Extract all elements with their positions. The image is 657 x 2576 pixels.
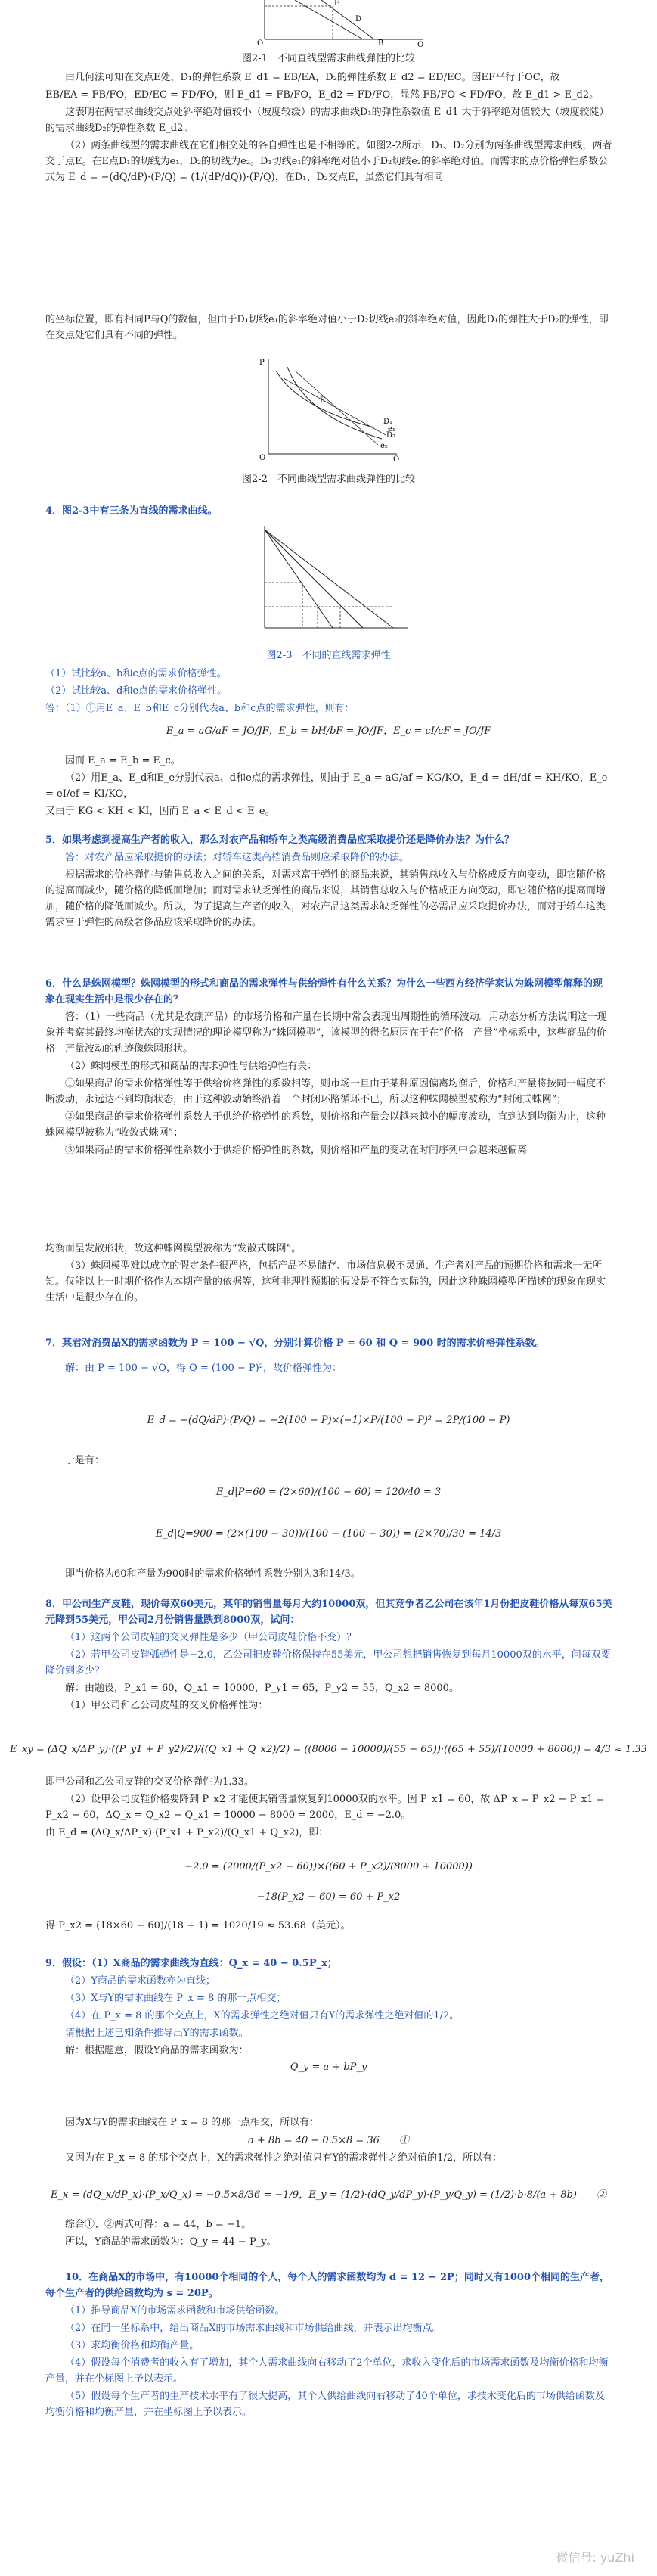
equation-7-3: E_d|Q=900 = (2×(100 − 30))/(100 − (100 − 30)) = (2×70)/30 = 14/3	[155, 1528, 502, 1540]
paragraph: 由几何法可知在交点E处，D₁的弹性系数 E_d1 = EB/EA，D₂的弹性系数 E_d2 = ED/EC。因EF平行于OC，故	[65, 72, 560, 83]
question-5-title: 5．如果考虑到提高生产者的收入，那么对农产品和轿车之类高级消费品应采取提价还是降价办法？为什么？	[45, 834, 515, 846]
fig2-label-e2: e₂	[380, 442, 388, 450]
equation-7-2: E_d|P=60 = (2×60)/(100 − 60) = 120/40 = 3	[215, 1487, 442, 1498]
paragraph: 又由于 KG < KH < KI，因而 E_a < E_d < E_e。	[45, 806, 275, 817]
fig1-label-b: B	[378, 39, 384, 47]
fig1-label-d: D	[355, 15, 362, 23]
question-7	[45, 1335, 612, 1378]
paragraph: 即当价格为60和产量为900时的需求价格弹性系数分别为3和14/3。	[65, 1568, 361, 1580]
paragraph: （2）用E_a、E_d和E_e分别代表a、d和e点的需求弹性，则由于 E_a = aG/af = KG/KO，E_d = dH/df = KH/KO，E_e = eI/ef = KI/KO，	[45, 772, 608, 800]
solution-9-p1	[45, 2115, 612, 2132]
paragraph: EB/EA = FB/FO，ED/EC = FD/FO，则 E_d1 = FB/FO，E_d2 = FD/FO，显然 FB/FO < FD/FO，故 E_d1 > E_d2。	[45, 89, 600, 101]
fig2-label-p: P	[259, 359, 265, 367]
fig1-label-q: Q	[417, 41, 424, 47]
question-8	[45, 1596, 612, 1715]
figure-2-3	[249, 522, 416, 635]
paragraph: 得 P_x2 = (18×60 − 60)/(18 + 1) = 1020/19 ≈ 53.68（美元）。	[45, 1920, 351, 1931]
solution-8-result	[45, 1918, 612, 1935]
paragraph: 即甲公司和乙公司皮鞋的交叉价格弹性为1.33。	[45, 1776, 254, 1788]
equation-9-2: a + 8b = 40 − 0.5×8 = 36 ①	[248, 2135, 409, 2146]
section-elasticity-cont	[45, 312, 612, 345]
question-7-title: 7．某君对消费品X的需求函数为 P = 100 − √Q，分别计算价格 P = 60 和 Q = 900 时的需求价格弹性系数。	[45, 1338, 545, 1349]
question-4-part1: （1）试比较a、b和c点的需求价格弹性。	[45, 668, 227, 679]
question-9-cond2: （2）Y商品的需求函数亦为直线；	[65, 1975, 215, 1987]
solution-7-then	[45, 1453, 612, 1470]
question-8-title: 8．甲公司生产皮鞋，现价每双60美元，某年的销售量每月大约10000双，但其竞争者乙公司在该年1月份把皮鞋价格从每双65美元降到55美元，甲公司2月份销售量跌到8000双，试问：	[45, 1599, 612, 1626]
equation-4-1: E_a = aG/aF = JO/JF，E_b = bH/bF = JO/JF，E_c = cI/cF = JO/JF	[166, 726, 491, 737]
question-10-part4: （4）假设每个消费者的收入有了增加，其个人需求曲线向右移动了2个单位，求收入变化后的市场需求函数及均衡价格和均衡产量，并在坐标图上予以表示。	[45, 2357, 609, 2385]
question-10-part3: （3）求均衡价格和均衡产量。	[65, 2340, 200, 2351]
fig2-label-d2: D₂	[386, 431, 396, 440]
paragraph: 所以，Y商品的需求函数为：Q_y = 44 − P_y。	[65, 2236, 277, 2248]
figure-2-3-caption: 图2-3 不同的直线需求弹性	[266, 650, 391, 661]
solution-9-intro: 解：根据题意，假设Y商品的需求函数为：	[65, 2045, 249, 2056]
paragraph: （3）蛛网模型难以成立的假定条件很严格，包括产品不易储存、市场信息极不灵通、生产者对产品的预期价格和需求一无所知。仅能以上一时期价格作为本期产量的依据等，这种非理性预期的假设是不符合实际的，因此这种蛛网模型所描述的现象在现实生活中是很少存在的。	[45, 1260, 606, 1304]
question-10-part2: （2）在同一坐标系中，给出商品X的市场需求曲线和市场供给曲线，并表示出均衡点。	[65, 2323, 442, 2334]
fig2-label-d1: D₁	[383, 418, 393, 426]
question-6	[45, 976, 612, 1160]
fig1-label-o: O	[257, 39, 264, 47]
fig2-label-e1: e₁	[388, 425, 395, 433]
question-6-title: 6．什么是蛛网模型？蛛网模型的形式和商品的需求弹性与供给弹性有什么关系？为什么一些西方经济学家认为蛛网模型解释的现象在现实生活中是很少存在的？	[45, 978, 603, 1005]
paragraph: 这表明在两需求曲线交点处斜率绝对值较小（坡度较缓）的需求曲线D₁的弹性系数值 E_d1 大于斜率绝对值较大（坡度较陡）的需求曲线D₂的弹性系数 E_d2。	[45, 107, 609, 134]
question-4-part2: （2）试比较a、d和e点的需求价格弹性。	[45, 685, 228, 697]
solution-7-concl	[45, 1566, 612, 1583]
question-4-title: 4．图2-3中有三条为直线的需求曲线。	[45, 505, 218, 517]
question-6-cont	[45, 1241, 612, 1307]
answer-4-body	[45, 753, 612, 821]
paragraph: 答：（1）一些商品（尤其是农副产品）的市场价格和产量在长期中常会表现出周期性的循环波动。用动态分析方法说明这一现象并考察其最终均衡状态的实现情况的理论模型称为“蛛网模型”，该模型的得名原因在于在“价格—产量”坐标系中，这些商品的价格—产量波动的轨迹像蛛网形状。	[45, 1011, 607, 1055]
equation-8-1: E_xy = (ΔQ_x/ΔP_y)·((P_y1 + P_y2)/2)/((Q_x1 + Q_x2)/2) = ((8000 − 10000)/(55 − 65))·((65 + 55)/(10000 + 8000)) = 4/3 ≈ 1.33	[10, 1744, 647, 1755]
solution-8-intro: 解：由题设，P_x1 = 60，Q_x1 = 10000，P_y1 = 65，P_y2 = 55，Q_x2 = 8000。	[65, 1683, 459, 1694]
question-10-part5: （5）假设每个生产者的生产技术水平有了很大提高，其个人供给曲线向右移动了40个单位，求技术变化后的市场供给函数及均衡价格和均衡产量，并在坐标图上予以表示。	[45, 2391, 605, 2418]
equation-7-1: E_d = −(dQ/dP)·(P/Q) = −2(100 − P)×(−1)×P/(100 − P)² = 2P/(100 − P)	[147, 1415, 510, 1426]
question-8-part1: （1）这两个公司皮鞋的交叉弹性是多少（甲公司皮鞋价格不变）？	[65, 1632, 357, 1643]
equation-8-3: −18(P_x2 − 60) = 60 + P_x2	[256, 1891, 401, 1903]
figure-2-2	[253, 356, 404, 461]
paragraph: ①如果商品的需求价格弹性等于供给价格弹性的系数相等，则市场一旦由于某种原因偏离均衡后，价格和产量将按同一幅度不断波动，永远达不到均衡状态，由于这种波动始终沿着一个封闭环路循环不已，所以这种蛛网模型被称为“封闭式蛛网”；	[45, 1078, 606, 1105]
question-4-body	[45, 666, 612, 718]
question-9-title: 9．假设：（1）X商品的需求曲线为直线：Q_x = 40 − 0.5P_x；	[45, 1958, 337, 1969]
paragraph: （2）蛛网模型的形式和商品的需求弹性与供给弹性有关：	[65, 1061, 318, 1072]
paragraph: 由 E_d = (ΔQ_x/ΔP_x)·(P_x1 + P_x2)/(Q_x1 + Q_x2)，即：	[45, 1827, 329, 1838]
answer-4-intro: 答：（1）①用E_a、E_b和E_c分别代表a、b和c点的需求弹性，则有：	[45, 703, 355, 714]
paragraph: （2）两条曲线型的需求曲线在它们相交处的各自弹性也是不相等的。如图2-2所示，D₁、D₂分别为两条曲线型需求曲线，两者交于点E。在E点D₁的切线为e₁，D₂的切线为e₂。D₁切线e₁的斜率绝对值小于D₂切线e₂的斜率绝对值。而需求的点价格弹性系数公式为 E_d = −(dQ/dP)·(P/Q) = (1/(dP/dQ))·(P/Q)，在D₁、D₂交点E，虽然它们具有相同	[45, 140, 612, 183]
question-10-part1: （1）推导商品X的市场需求函数和市场供给函数。	[65, 2305, 285, 2317]
solution-9-result	[45, 2217, 612, 2251]
watermark: 微信号: yuZhi	[556, 2550, 634, 2565]
paragraph: 又因为在 P_x = 8 的那个交点上，X的需求弹性之绝对值只有Y的需求弹性之绝对值的1/2，所以有：	[65, 2152, 503, 2164]
question-8-part2: （2）若甲公司皮鞋弧弹性是−2.0，乙公司把皮鞋价格保持在55美元，甲公司想把销售恢复到每月10000双的水平，问每双要降价到多少？	[45, 1649, 611, 1676]
paragraph: 综合①、②两式可得：a = 44，b = −1。	[65, 2219, 252, 2230]
paragraph: 于是有：	[65, 1455, 105, 1466]
paragraph: 根据需求的价格弹性与销售总收入之间的关系，对需求富于弹性的商品来说，其销售总收入与价格成反方向变动，即它随价格的提高而减少，随价格的降低而增加；而对需求缺乏弹性的商品来说，其销售总收入与价格成正方向变动，即它随价格的提高而增加，随价格的降低而减少。所以，为了提高生产者的收入，对农产品这类需求缺乏弹性的必需品应采取提价办法，而对于轿车这类需求富于弹性的高级奢侈品应该采取降价的办法。	[45, 869, 606, 928]
paragraph: ③如果商品的需求价格弹性系数小于供给价格弹性的系数，则价格和产量的变动在时间序列中会越来越偏离	[65, 1145, 528, 1156]
paragraph: 因而 E_a = E_b = E_c。	[65, 755, 181, 766]
fig2-label-e: E	[320, 396, 326, 405]
paragraph: （2）设甲公司皮鞋价格要降到 P_x2 才能使其销售量恢复到10000双的水平。因 P_x1 = 60，故 ΔP_x = P_x2 − P_x1 = P_x2 − 60，ΔQ_x = Q_x2 − Q_x1 = 10000 − 8000 = 2000，E_d = −2.0。	[45, 1794, 605, 1821]
equation-9-1: Q_y = a + bP_y	[290, 2062, 367, 2073]
question-9-cond3: （3）X与Y的需求曲线在 P_x = 8 的那一点相交；	[65, 1993, 287, 2004]
answer-5-summary: 答：对农产品应采取提价的办法；对轿车这类高档消费品则应采取降价的办法。	[65, 852, 410, 863]
solution-9-p2	[45, 2150, 612, 2167]
fig2-label-o: O	[259, 454, 266, 461]
question-9-ask: 请根据上述已知条件推导出Y的需求函数。	[65, 2028, 249, 2039]
figure-2-1-caption: 图2-1 不同直线型需求曲线弹性的比较	[242, 53, 415, 64]
fig1-label-e: E	[334, 0, 340, 8]
section-elasticity-text	[45, 70, 612, 187]
figure-2-2-caption: 图2-2 不同曲线型需求曲线弹性的比较	[242, 474, 415, 485]
solution-8-body	[45, 1774, 612, 1842]
question-9	[45, 1956, 612, 2060]
question-9-cond4: （4）在 P_x = 8 的那个交点上，X的需求弹性之绝对值只有Y的需求弹性之绝对值的1/2。	[65, 2010, 460, 2021]
fig2-label-q: Q	[393, 455, 400, 461]
equation-8-2: −2.0 = (2000/(P_x2 − 60))×((60 + P_x2)/(8000 + 10000))	[184, 1861, 473, 1872]
question-5	[45, 832, 612, 932]
paragraph: 因为X与Y的需求曲线在 P_x = 8 的那一点相交，所以有：	[65, 2117, 320, 2128]
equation-9-3: E_x = (dQ_x/dP_x)·(P_x/Q_x) = −0.5×8/36 = −1/9，E_y = (1/2)·(dQ_y/dP_y)·(P_y/Q_y) = (1/2)·b·8/(a + 8b) ②	[50, 2189, 607, 2201]
question-10-title: 10．在商品X的市场中，有10000个相同的个人，每个人的需求函数均为 d = 12 − 2P；同时又有1000个相同的生产者，每个生产者的供给函数均为 s = 20P。	[45, 2272, 610, 2299]
paragraph: （1）甲公司和乙公司皮鞋的交叉价格弹性为：	[65, 1700, 268, 1711]
paragraph: 的坐标位置，即有相同P与Q的数值，但由于D₁切线e₁的斜率绝对值小于D₂切线e₂的斜率绝对值，因此D₁的弹性大于D₂的弹性，即在交点处它们具有不同的弹性。	[45, 314, 609, 341]
question-10	[45, 2270, 612, 2422]
figure-2-1	[249, 0, 431, 47]
paragraph: ②如果商品的需求价格弹性系数大于供给价格弹性的系数，则价格和产量会以越来越小的幅度波动，直到达到均衡为止，这种蛛网模型被称为“收敛式蛛网”；	[45, 1111, 606, 1139]
solution-7-intro: 解：由 P = 100 − √Q，得 Q = (100 − P)²，故价格弹性为：	[65, 1363, 342, 1374]
paragraph: 均衡而呈发散形状，故这种蛛网模型被称为“发散式蛛网”。	[45, 1243, 302, 1254]
